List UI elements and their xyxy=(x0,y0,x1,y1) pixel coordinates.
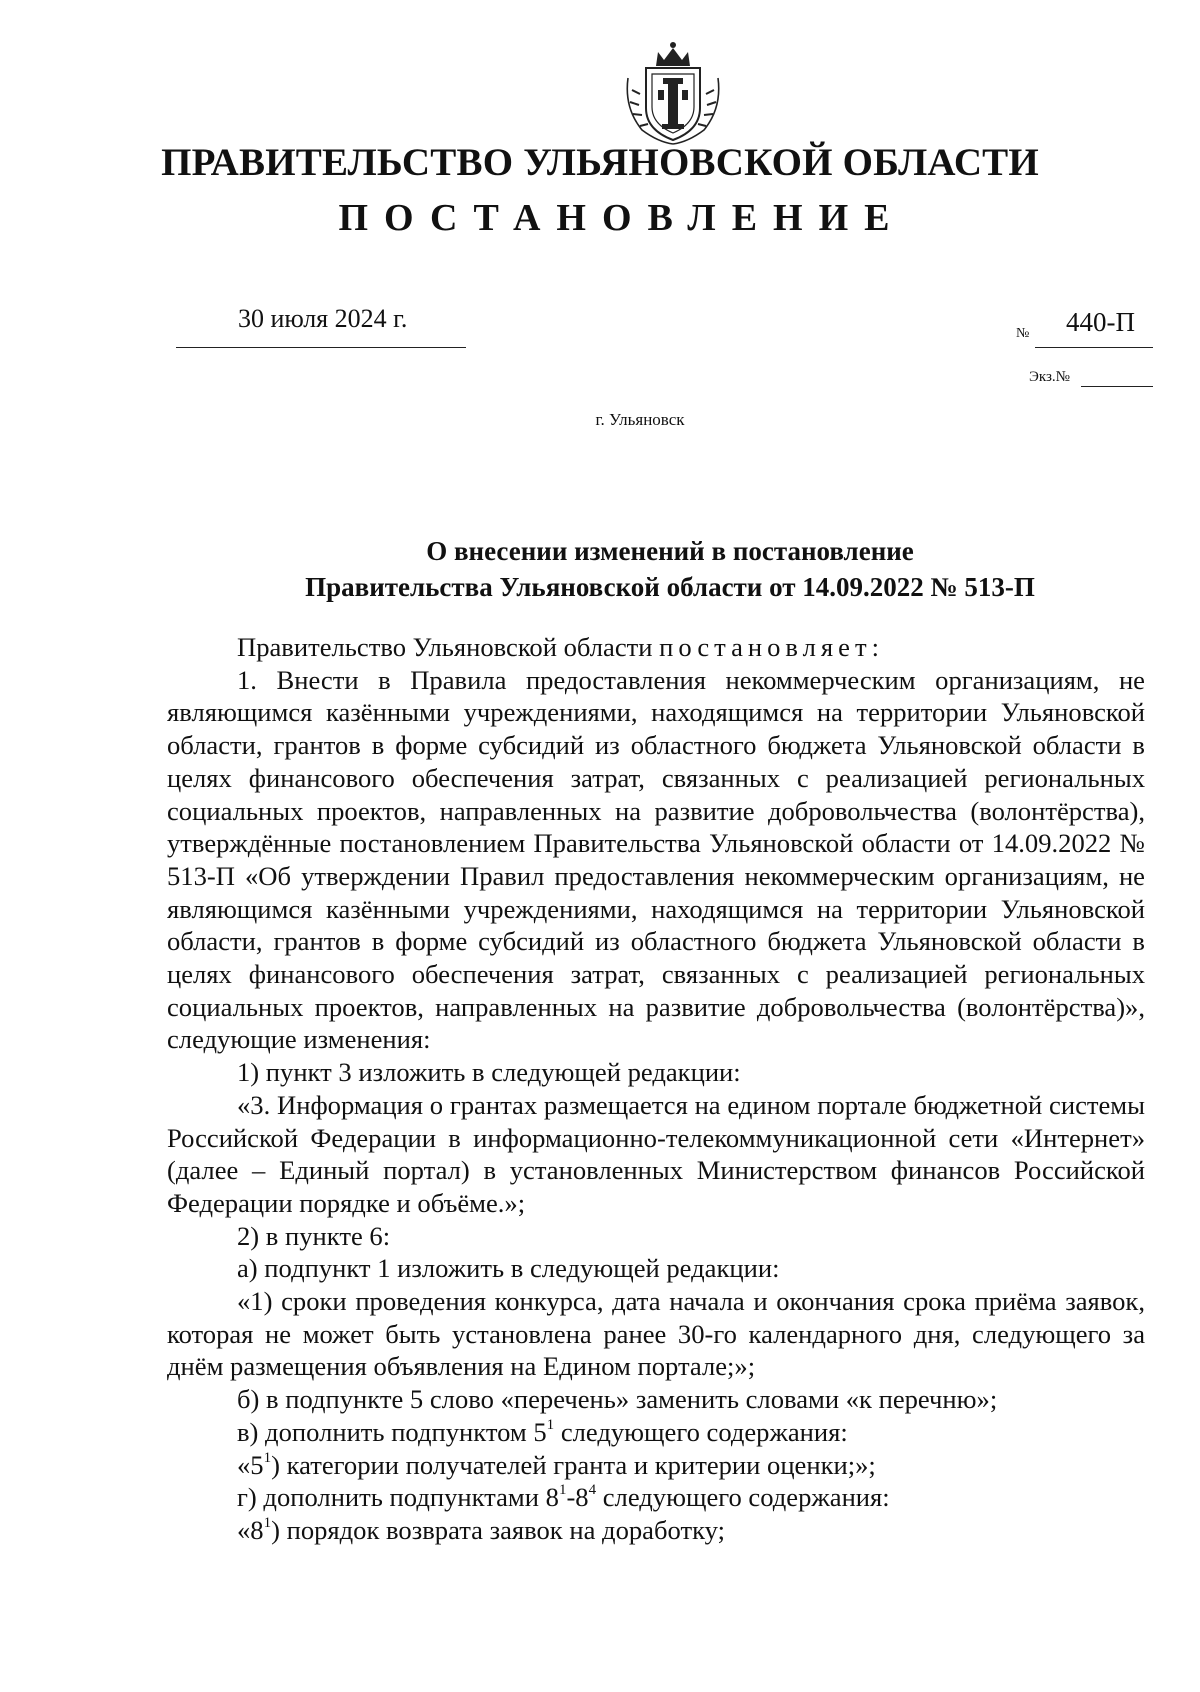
body-paragraph-10 xyxy=(167,1481,1145,1514)
body-paragraph-1: 1. Внести в Правила предоставления некоммерческим организациям, не являющимся казёнными учреждениями, находящимся на территории Ульяновской области, грантов в форме субсидий из областного бюджета Ульяновской области в целях финансового обеспечения затрат, связанных с реализацией региональных социальных проектов, направленных на развитие добровольчества (волонтёрства), утверждённые постановлением Правительства Ульяновской области от 14.09.2022 № 513-П «Об утверждении Правил предоставления некоммерческим организациям, не являющимся казёнными учреждениями, находящимся на территории Ульяновской области, грантов в форме субсидий из областного бюджета Ульяновской области в целях финансового обеспечения затрат, связанных с реализацией региональных социальных проектов, направленных на развитие добровольчества (волонтёрства)», следующие изменения: xyxy=(167,664,1145,1055)
p8-text-a: в) дополнить подпунктом 5 xyxy=(237,1416,547,1447)
p8-sup: 1 xyxy=(546,1417,555,1434)
body-paragraph-11 xyxy=(167,1514,1145,1547)
p9-text-b: ) категории получателей гранта и критерии оценки;»; xyxy=(271,1449,876,1480)
copy-number-label: Экз.№ xyxy=(1029,369,1070,385)
document-number: 440-П xyxy=(1066,307,1135,337)
p10-text-b: следующего содержания: xyxy=(596,1482,890,1513)
document-type: ПОСТАНОВЛЕНИЕ xyxy=(338,197,906,239)
body-paragraph-3: «3. Информация о грантах размещается на едином портале бюджетной системы Российской Федерации в информационно-телекоммуникационной сети «Интернет» (далее – Единый портал) в установленных Министерством финансов Российской Федерации порядке и объёме.»; xyxy=(167,1089,1145,1218)
intro-spaced: постановляет xyxy=(659,632,872,662)
ulyanovsk-coat-of-arms-icon xyxy=(618,38,728,148)
body-paragraph-7: б) в подпункте 5 слово «перечень» заменить словами «к перечню»; xyxy=(237,1384,998,1415)
body-paragraph-4: 2) в пункте 6: xyxy=(237,1220,391,1251)
body-paragraph-8 xyxy=(167,1416,1145,1449)
p9-sup: 1 xyxy=(263,1449,272,1466)
document-subject xyxy=(170,533,1170,605)
p10-text-a: г) дополнить подпунктами 8 xyxy=(237,1482,559,1513)
body-paragraph-5: а) подпункт 1 изложить в следующей редакции: xyxy=(237,1253,780,1284)
number-label: № xyxy=(1016,326,1030,341)
city: г. Ульяновск xyxy=(595,410,685,429)
body-paragraph-9 xyxy=(167,1449,1145,1482)
body-intro xyxy=(167,631,1145,664)
body-paragraph-2: 1) пункт 3 изложить в следующей редакции: xyxy=(237,1057,741,1088)
p11-sup: 1 xyxy=(263,1515,272,1532)
p11-text-b: ) порядок возврата заявок на доработку; xyxy=(271,1514,725,1545)
subject-line-1: О внесении изменений в постановление xyxy=(426,536,914,566)
p9-text-a: «5 xyxy=(237,1449,264,1480)
p8-text-b: следующего содержания: xyxy=(554,1416,848,1447)
body-paragraph-6: «1) сроки проведения конкурса, дата начала и окончания срока приёма заявок, которая не может быть установлена ранее 30-го календарного дня, следующего за днём размещения объявления на Едином портале;»; xyxy=(167,1286,1145,1382)
document-body xyxy=(167,631,1145,1547)
subject-line-2: Правительства Ульяновской области от 14.09.2022 № 513-П xyxy=(305,572,1035,602)
p10-sup-2: 4 xyxy=(588,1482,597,1499)
government-title: ПРАВИТЕЛЬСТВО УЛЬЯНОВСКОЙ ОБЛАСТИ xyxy=(161,141,1039,184)
intro-end: : xyxy=(871,632,879,662)
p10-sup-1: 1 xyxy=(558,1482,567,1499)
p11-text-a: «8 xyxy=(237,1514,264,1545)
number-underline xyxy=(1035,347,1153,348)
p10-text-mid: -8 xyxy=(566,1482,589,1513)
copy-number-underline xyxy=(1081,386,1153,387)
intro-start: Правительство Ульяновской области xyxy=(237,632,660,662)
date-underline xyxy=(176,347,466,348)
document-date: 30 июля 2024 г. xyxy=(238,304,408,333)
